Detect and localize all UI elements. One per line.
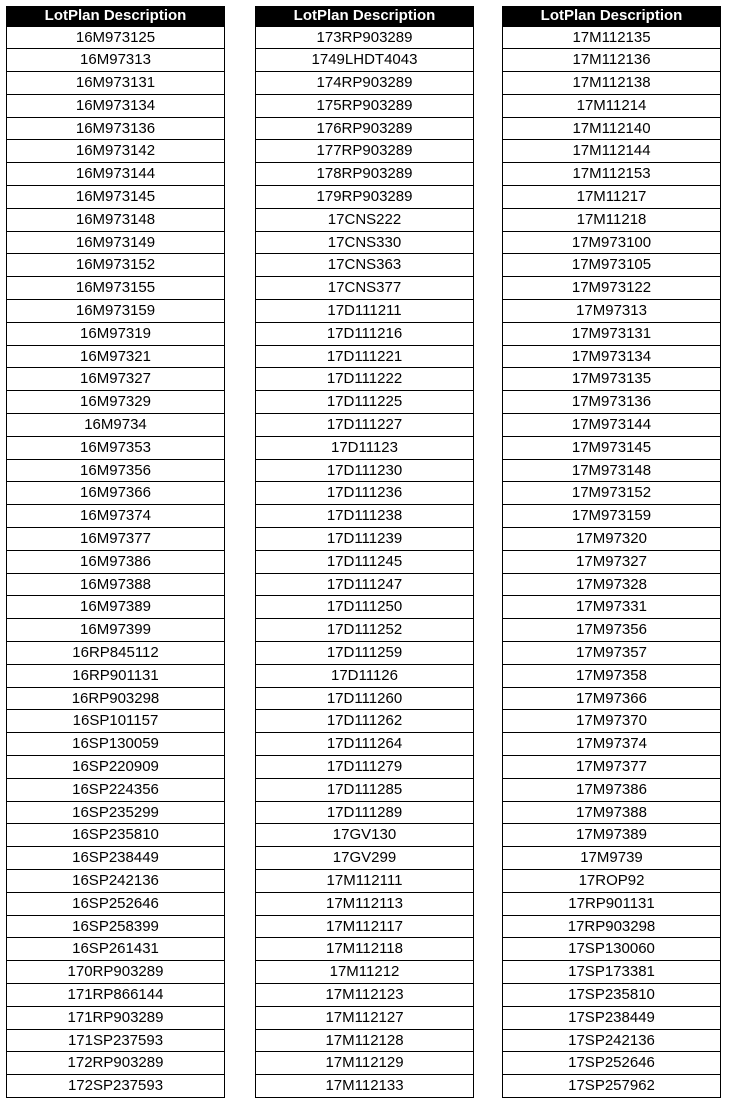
table-row <box>256 1029 474 1052</box>
lotplan-cell: 16M973125 <box>7 26 225 49</box>
table-row <box>7 1052 225 1075</box>
table-row <box>7 619 225 642</box>
lotplan-cell: 17M973148 <box>503 459 721 482</box>
table-row <box>7 391 225 414</box>
lotplan-cell: 17M973105 <box>503 254 721 277</box>
lotplan-cell: 17D111236 <box>256 482 474 505</box>
table-row <box>256 49 474 72</box>
lotplan-cell: 173RP903289 <box>256 26 474 49</box>
lotplan-cell: 16SP252646 <box>7 892 225 915</box>
table-row <box>7 642 225 665</box>
table-row <box>256 824 474 847</box>
table-row <box>256 140 474 163</box>
table-row <box>503 869 721 892</box>
table-row <box>503 254 721 277</box>
lotplan-cell: 17M11214 <box>503 94 721 117</box>
lotplan-cell: 17M11217 <box>503 186 721 209</box>
lotplan-cell: 17M97313 <box>503 300 721 323</box>
lotplan-table-1 <box>6 6 225 1098</box>
table-row <box>503 619 721 642</box>
lotplan-cell: 16M973159 <box>7 300 225 323</box>
lotplan-cell: 17M973135 <box>503 368 721 391</box>
lotplan-table-2 <box>255 6 474 1098</box>
lotplan-cell: 17M97356 <box>503 619 721 642</box>
table-row <box>7 710 225 733</box>
table-row <box>503 733 721 756</box>
lotplan-cell: 171SP237593 <box>7 1029 225 1052</box>
lotplan-cell: 16M97313 <box>7 49 225 72</box>
lotplan-cell: 16M973148 <box>7 208 225 231</box>
table-row <box>7 847 225 870</box>
table-row <box>503 1029 721 1052</box>
table-row <box>503 436 721 459</box>
table-row <box>256 983 474 1006</box>
lotplan-cell: 16M97319 <box>7 322 225 345</box>
table-row <box>503 163 721 186</box>
lotplan-cell: 177RP903289 <box>256 140 474 163</box>
lotplan-cell: 17M11218 <box>503 208 721 231</box>
table-row <box>503 231 721 254</box>
table-row <box>503 414 721 437</box>
lotplan-cell: 16M973145 <box>7 186 225 209</box>
table-row <box>256 869 474 892</box>
table-row <box>7 938 225 961</box>
lotplan-cell: 17M97389 <box>503 824 721 847</box>
table-row <box>503 368 721 391</box>
table-row <box>256 94 474 117</box>
table-row <box>7 664 225 687</box>
table-row <box>503 778 721 801</box>
table-row <box>256 368 474 391</box>
lotplan-cell: 17M112117 <box>256 915 474 938</box>
lotplan-cell: 17M973122 <box>503 277 721 300</box>
table-row <box>7 892 225 915</box>
lotplan-cell: 16M97386 <box>7 550 225 573</box>
table-row <box>503 847 721 870</box>
table-row <box>7 596 225 619</box>
table-row <box>7 436 225 459</box>
table-row <box>256 664 474 687</box>
lotplan-cell: 16M97399 <box>7 619 225 642</box>
table-row <box>7 26 225 49</box>
table-row <box>503 573 721 596</box>
table-row <box>503 186 721 209</box>
lotplan-cell: 16M97327 <box>7 368 225 391</box>
table-row <box>7 345 225 368</box>
header-row <box>7 7 225 27</box>
lotplan-cell: 17D111259 <box>256 642 474 665</box>
table-row <box>7 72 225 95</box>
lotplan-cell: 17D111211 <box>256 300 474 323</box>
lotplan-cell: 17M112144 <box>503 140 721 163</box>
table-row <box>7 869 225 892</box>
lotplan-cell: 16M97321 <box>7 345 225 368</box>
table-row <box>256 482 474 505</box>
lotplan-cell: 17M97388 <box>503 801 721 824</box>
table-row <box>7 733 225 756</box>
table-row <box>503 277 721 300</box>
table-row <box>256 915 474 938</box>
lotplan-cell: 17D111262 <box>256 710 474 733</box>
table-row <box>7 915 225 938</box>
lotplan-cell: 16M973136 <box>7 117 225 140</box>
lotplan-cell: 17SP173381 <box>503 961 721 984</box>
lotplan-cell: 17ROP92 <box>503 869 721 892</box>
table-row <box>503 391 721 414</box>
table-row <box>503 892 721 915</box>
lotplan-cell: 16M973131 <box>7 72 225 95</box>
table-row <box>256 300 474 323</box>
lotplan-cell: 17M112153 <box>503 163 721 186</box>
lotplan-cell: 16SP101157 <box>7 710 225 733</box>
table-row <box>503 482 721 505</box>
lotplan-table-3 <box>502 6 721 1098</box>
table-row <box>503 117 721 140</box>
lotplan-cell: 17M112129 <box>256 1052 474 1075</box>
lotplan-cell: 17M97377 <box>503 756 721 779</box>
lotplan-cell: 16M97389 <box>7 596 225 619</box>
lotplan-cell: 17D111216 <box>256 322 474 345</box>
lotplan-cell: 17SP235810 <box>503 983 721 1006</box>
table-row <box>503 322 721 345</box>
table-body <box>503 26 721 1097</box>
table-row <box>256 277 474 300</box>
lotplan-cell: 17D111289 <box>256 801 474 824</box>
lotplan-cell: 17M97374 <box>503 733 721 756</box>
table-row <box>256 892 474 915</box>
lotplan-cell: 17D111230 <box>256 459 474 482</box>
lotplan-cell: 17CNS222 <box>256 208 474 231</box>
lotplan-cell: 17D111221 <box>256 345 474 368</box>
table-row <box>7 254 225 277</box>
lotplan-cell: 17M973100 <box>503 231 721 254</box>
table-row <box>503 345 721 368</box>
table-row <box>7 208 225 231</box>
lotplan-cell: 17CNS363 <box>256 254 474 277</box>
table-row <box>7 961 225 984</box>
table-row <box>7 801 225 824</box>
lotplan-cell: 16M97388 <box>7 573 225 596</box>
lotplan-cell: 16RP845112 <box>7 642 225 665</box>
lotplan-cell: 17D111250 <box>256 596 474 619</box>
lotplan-cell: 17M112113 <box>256 892 474 915</box>
column-header: LotPlan Description <box>7 7 225 27</box>
table-row <box>7 300 225 323</box>
table-row <box>7 482 225 505</box>
table-row <box>256 163 474 186</box>
table-row <box>256 1052 474 1075</box>
lotplan-cell: 17CNS330 <box>256 231 474 254</box>
table-row <box>7 1029 225 1052</box>
table-row <box>256 322 474 345</box>
lotplan-cell: 17SP242136 <box>503 1029 721 1052</box>
lotplan-cell: 17M97386 <box>503 778 721 801</box>
table-row <box>256 505 474 528</box>
lotplan-cell: 16M973149 <box>7 231 225 254</box>
lotplan-cell: 16SP220909 <box>7 756 225 779</box>
lotplan-cell: 17D111245 <box>256 550 474 573</box>
table-row <box>7 231 225 254</box>
table-row <box>256 117 474 140</box>
header-row <box>256 7 474 27</box>
lotplan-cell: 17D111222 <box>256 368 474 391</box>
lotplan-cell: 17D111285 <box>256 778 474 801</box>
lotplan-cell: 17D111252 <box>256 619 474 642</box>
lotplan-cell: 17D111264 <box>256 733 474 756</box>
table-row <box>503 459 721 482</box>
lotplan-cell: 17M97358 <box>503 664 721 687</box>
lotplan-cell: 16M97374 <box>7 505 225 528</box>
lotplan-cell: 17M112136 <box>503 49 721 72</box>
lotplan-cell: 16SP130059 <box>7 733 225 756</box>
lotplan-cell: 17M112138 <box>503 72 721 95</box>
lotplan-cell: 17M11212 <box>256 961 474 984</box>
table-row <box>503 938 721 961</box>
lotplan-cell: 16SP258399 <box>7 915 225 938</box>
lotplan-cell: 16RP903298 <box>7 687 225 710</box>
table-row <box>503 94 721 117</box>
lotplan-cell: 17SP238449 <box>503 1006 721 1029</box>
table-row <box>503 801 721 824</box>
table-row <box>503 756 721 779</box>
table-row <box>7 459 225 482</box>
table-row <box>503 72 721 95</box>
lotplan-cell: 16M973144 <box>7 163 225 186</box>
lotplan-cell: 17M973159 <box>503 505 721 528</box>
table-row <box>503 642 721 665</box>
lotplan-cell: 17D111227 <box>256 414 474 437</box>
lotplan-cell: 172SP237593 <box>7 1075 225 1098</box>
table-row <box>7 277 225 300</box>
table-row <box>503 983 721 1006</box>
table-row <box>256 528 474 551</box>
table-row <box>256 550 474 573</box>
lotplan-cell: 16SP261431 <box>7 938 225 961</box>
table-row <box>503 140 721 163</box>
table-row <box>503 915 721 938</box>
table-row <box>256 733 474 756</box>
table-row <box>256 436 474 459</box>
lotplan-cell: 16RP901131 <box>7 664 225 687</box>
lotplan-cell: 17M973136 <box>503 391 721 414</box>
table-row <box>7 573 225 596</box>
table-row <box>7 687 225 710</box>
lotplan-cell: 171RP903289 <box>7 1006 225 1029</box>
table-row <box>503 505 721 528</box>
lotplan-cell: 171RP866144 <box>7 983 225 1006</box>
lotplan-cell: 17D111279 <box>256 756 474 779</box>
table-row <box>503 710 721 733</box>
lotplan-cell: 17M97328 <box>503 573 721 596</box>
table-row <box>256 801 474 824</box>
lotplan-cell: 17M9739 <box>503 847 721 870</box>
lotplan-cell: 16M9734 <box>7 414 225 437</box>
table-row <box>256 208 474 231</box>
table-row <box>503 596 721 619</box>
lotplan-cell: 17M112133 <box>256 1075 474 1098</box>
lotplan-cell: 17CNS377 <box>256 277 474 300</box>
lotplan-cell: 1749LHDT4043 <box>256 49 474 72</box>
lotplan-cell: 175RP903289 <box>256 94 474 117</box>
table-row <box>256 186 474 209</box>
lotplan-cell: 16M973134 <box>7 94 225 117</box>
lotplan-cell: 17M97327 <box>503 550 721 573</box>
lotplan-cell: 176RP903289 <box>256 117 474 140</box>
table-row <box>503 961 721 984</box>
lotplan-cell: 170RP903289 <box>7 961 225 984</box>
table-row <box>256 619 474 642</box>
table-row <box>256 254 474 277</box>
lotplan-cell: 17M112128 <box>256 1029 474 1052</box>
table-row <box>7 140 225 163</box>
lotplan-cell: 17M973145 <box>503 436 721 459</box>
lotplan-cell: 17M97331 <box>503 596 721 619</box>
table-row <box>7 368 225 391</box>
lotplan-cell: 17SP257962 <box>503 1075 721 1098</box>
lotplan-cell: 17M112111 <box>256 869 474 892</box>
lotplan-cell: 174RP903289 <box>256 72 474 95</box>
table-row <box>256 710 474 733</box>
lotplan-cell: 16M97356 <box>7 459 225 482</box>
column-header: LotPlan Description <box>256 7 474 27</box>
lotplan-cell: 17RP903298 <box>503 915 721 938</box>
header-row <box>503 7 721 27</box>
table-row <box>7 505 225 528</box>
table-row <box>256 687 474 710</box>
table-row <box>7 756 225 779</box>
lotplan-cell: 17SP252646 <box>503 1052 721 1075</box>
lotplan-cell: 17D111239 <box>256 528 474 551</box>
table-row <box>256 391 474 414</box>
lotplan-cell: 16M973152 <box>7 254 225 277</box>
table-row <box>503 208 721 231</box>
table-row <box>7 550 225 573</box>
lotplan-cell: 178RP903289 <box>256 163 474 186</box>
lotplan-cell: 17M112118 <box>256 938 474 961</box>
lotplan-cell: 17GV130 <box>256 824 474 847</box>
table-row <box>256 961 474 984</box>
lotplan-cell: 17M97320 <box>503 528 721 551</box>
lotplan-cell: 17D11126 <box>256 664 474 687</box>
table-row <box>256 72 474 95</box>
table-row <box>503 1075 721 1098</box>
table-row <box>503 26 721 49</box>
lotplan-cell: 16M97329 <box>7 391 225 414</box>
table-row <box>7 117 225 140</box>
lotplan-cell: 16M97366 <box>7 482 225 505</box>
table-row <box>503 664 721 687</box>
lotplan-cell: 17M112127 <box>256 1006 474 1029</box>
table-row <box>503 300 721 323</box>
lotplan-cell: 17D111260 <box>256 687 474 710</box>
table-row <box>7 824 225 847</box>
lotplan-cell: 17M973152 <box>503 482 721 505</box>
table-row <box>256 345 474 368</box>
table-row <box>256 459 474 482</box>
table-row <box>256 847 474 870</box>
lotplan-cell: 17GV299 <box>256 847 474 870</box>
lotplan-cell: 17M973131 <box>503 322 721 345</box>
lotplan-cell: 16SP235810 <box>7 824 225 847</box>
table-row <box>503 49 721 72</box>
table-row <box>7 1075 225 1098</box>
table-row <box>256 1006 474 1029</box>
table-row <box>7 186 225 209</box>
column-header: LotPlan Description <box>503 7 721 27</box>
table-row <box>7 528 225 551</box>
table-body <box>256 26 474 1097</box>
lotplan-cell: 17M97366 <box>503 687 721 710</box>
table-row <box>7 163 225 186</box>
lotplan-cell: 16M97377 <box>7 528 225 551</box>
lotplan-cell: 16SP242136 <box>7 869 225 892</box>
table-row <box>256 642 474 665</box>
table-row <box>7 778 225 801</box>
lotplan-cell: 17RP901131 <box>503 892 721 915</box>
table-row <box>503 1052 721 1075</box>
lotplan-cell: 16SP235299 <box>7 801 225 824</box>
table-row <box>503 528 721 551</box>
table-row <box>256 26 474 49</box>
lotplan-cell: 16SP224356 <box>7 778 225 801</box>
lotplan-cell: 17D111247 <box>256 573 474 596</box>
lotplan-cell: 16M973142 <box>7 140 225 163</box>
lotplan-cell: 17SP130060 <box>503 938 721 961</box>
table-row <box>256 231 474 254</box>
lotplan-cell: 16M97353 <box>7 436 225 459</box>
lotplan-cell: 17D111225 <box>256 391 474 414</box>
lotplan-cell: 17M97370 <box>503 710 721 733</box>
table-row <box>256 756 474 779</box>
lotplan-cell: 17D11123 <box>256 436 474 459</box>
lotplan-cell: 17M112135 <box>503 26 721 49</box>
table-row <box>7 983 225 1006</box>
table-row <box>256 414 474 437</box>
table-row <box>503 1006 721 1029</box>
table-row <box>503 687 721 710</box>
table-row <box>503 824 721 847</box>
table-row <box>7 322 225 345</box>
lotplan-cell: 179RP903289 <box>256 186 474 209</box>
table-row <box>7 414 225 437</box>
lotplan-cell: 17M973144 <box>503 414 721 437</box>
table-row <box>7 49 225 72</box>
table-body <box>7 26 225 1097</box>
lotplan-cell: 16SP238449 <box>7 847 225 870</box>
lotplan-cell: 17M112140 <box>503 117 721 140</box>
lotplan-cell: 17D111238 <box>256 505 474 528</box>
table-row <box>503 550 721 573</box>
lotplan-cell: 17M97357 <box>503 642 721 665</box>
lotplan-cell: 16M973155 <box>7 277 225 300</box>
lotplan-cell: 17M973134 <box>503 345 721 368</box>
table-row <box>256 778 474 801</box>
table-row <box>256 573 474 596</box>
lotplan-cell: 172RP903289 <box>7 1052 225 1075</box>
table-row <box>7 94 225 117</box>
lotplan-cell: 17M112123 <box>256 983 474 1006</box>
table-row <box>256 938 474 961</box>
table-row <box>7 1006 225 1029</box>
table-row <box>256 1075 474 1098</box>
table-row <box>256 596 474 619</box>
